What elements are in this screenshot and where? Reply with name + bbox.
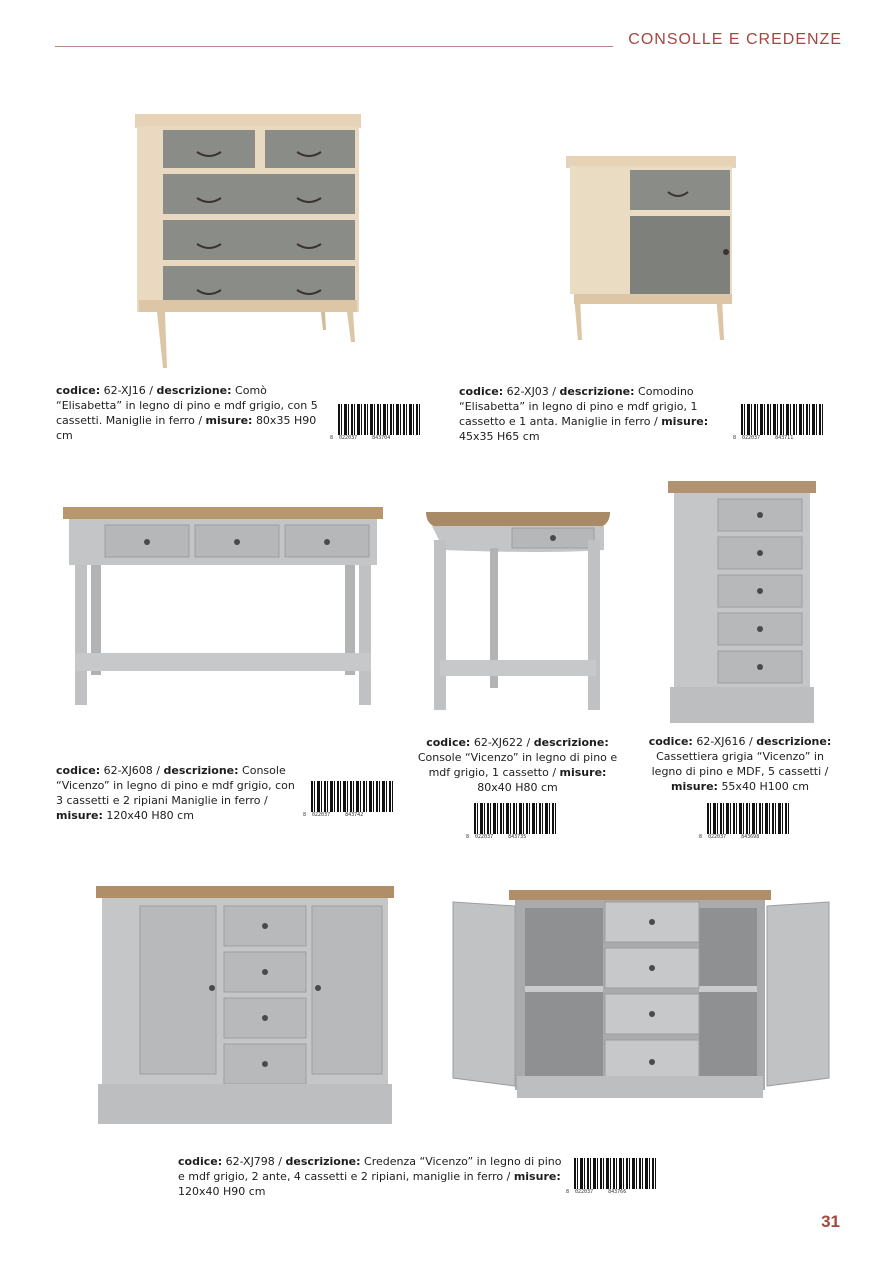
description-label: descrizione:: [156, 384, 232, 397]
product-description: Comodino “Elisabetta” in legno di pino e mdf grigio, 1 cassetto e 1 anta. Maniglie in ferro /: [459, 385, 698, 428]
code-label: codice:: [426, 736, 471, 749]
barcode-5: 8 022037 843698: [699, 803, 789, 843]
product-sizes: 80x35 H90 cm: [56, 414, 317, 442]
product-description: Console “Vicenzo” in legno di pino e mdf grigio, 1 cassetto /: [417, 751, 618, 779]
barcode-6: 8 022037 843766: [566, 1158, 656, 1198]
product-description-1: codice: 62-XJ16 / descrizione: Comò “Elisabetta” in legno di pino e mdf grigio, con 5 cassetti. Maniglie in ferro / misure: 80x35 H90 cm: [56, 384, 318, 442]
barcode-3: 8 022037 843742: [303, 781, 393, 821]
product-image-dresser: [125, 100, 375, 370]
sizes-label: misure:: [671, 780, 718, 793]
section-title: CONSOLLE E CREDENZE: [628, 31, 842, 48]
product-image-chest-of-drawers: [660, 475, 825, 735]
product-description: Credenza “Vicenzo” in legno di pino e mdf grigio, 2 ante, 4 cassetti e 2 ripiani, maniglie in ferro /: [178, 1155, 562, 1183]
barcode-2: 8 022037 843711: [733, 404, 823, 444]
code-label: codice:: [648, 735, 693, 748]
product-description: Cassettiera grigia “Vicenzo” in legno di pino e MDF, 5 cassetti /: [651, 750, 829, 778]
header-rule: [55, 46, 613, 47]
sizes-label: misure:: [661, 415, 709, 428]
code-label: codice:: [459, 385, 504, 398]
product-code: 62-XJ798: [225, 1155, 275, 1168]
product-image-console-large: [55, 495, 390, 710]
product-description: Console “Vicenzo” in legno di pino e mdf grigio, con 3 cassetti e 2 ripiani Maniglie in ferro /: [56, 764, 295, 807]
sizes-label: misure:: [205, 414, 253, 427]
description-label: descrizione:: [559, 385, 635, 398]
product-sizes: 55x40 H100 cm: [721, 780, 809, 793]
product-sizes: 120x40 H90 cm: [178, 1185, 266, 1198]
product-code: 62-XJ622: [473, 736, 524, 749]
barcode-4: 8 022037 843735: [466, 803, 556, 843]
sizes-label: misure:: [56, 809, 103, 822]
barcode-1: 8 022037 843704: [330, 404, 420, 444]
product-description: Comò “Elisabetta” in legno di pino e mdf grigio, con 5 cassetti. Maniglie in ferro /: [56, 384, 318, 427]
code-label: codice:: [56, 764, 101, 777]
product-description-5: codice: 62-XJ616 / descrizione: Cassettiera grigia “Vicenzo” in legno di pino e MDF, 5 cassetti / misure: 55x40 H100 cm: [648, 735, 832, 793]
product-image-console-half-moon: [420, 500, 615, 715]
product-image-sideboard-open: [445, 880, 835, 1110]
description-label: descrizione:: [163, 764, 239, 777]
product-image-nightstand: [560, 150, 745, 350]
sizes-label: misure:: [513, 1170, 561, 1183]
product-description-3: codice: 62-XJ608 / descrizione: Console “Vicenzo” in legno di pino e mdf grigio, con 3 cassetti e 2 ripiani Maniglie in ferro / misure: 120x40 H80 cm: [56, 764, 295, 822]
product-description-2: codice: 62-XJ03 / descrizione: Comodino “Elisabetta” in legno di pino e mdf grigio, 1 cassetto e 1 anta. Maniglie in ferro / misure: 45x35 H65 cm: [459, 385, 709, 443]
code-label: codice:: [178, 1155, 223, 1168]
product-code: 62-XJ03: [506, 385, 549, 398]
product-sizes: 80x40 H80 cm: [477, 781, 558, 794]
product-sizes: 120x40 H80 cm: [106, 809, 194, 822]
description-label: descrizione:: [756, 735, 832, 748]
description-label: descrizione:: [285, 1155, 361, 1168]
product-code: 62-XJ608: [103, 764, 153, 777]
sizes-label: misure:: [559, 766, 607, 779]
product-sizes: 45x35 H65 cm: [459, 430, 540, 443]
code-label: codice:: [56, 384, 101, 397]
product-description-4: codice: 62-XJ622 / descrizione: Console “Vicenzo” in legno di pino e mdf grigio, 1 cassetto / misure: 80x40 H80 cm: [417, 736, 618, 794]
product-image-sideboard-closed: [90, 880, 400, 1130]
product-code: 62-XJ616: [696, 735, 746, 748]
page-number: 31: [821, 1212, 840, 1231]
product-code: 62-XJ16: [103, 384, 146, 397]
product-description-6: codice: 62-XJ798 / descrizione: Credenza “Vicenzo” in legno di pino e mdf grigio, 2 ante, 4 cassetti e 2 ripiani, maniglie in ferro / misure: 120x40 H90 cm: [178, 1155, 562, 1198]
description-label: descrizione:: [533, 736, 609, 749]
